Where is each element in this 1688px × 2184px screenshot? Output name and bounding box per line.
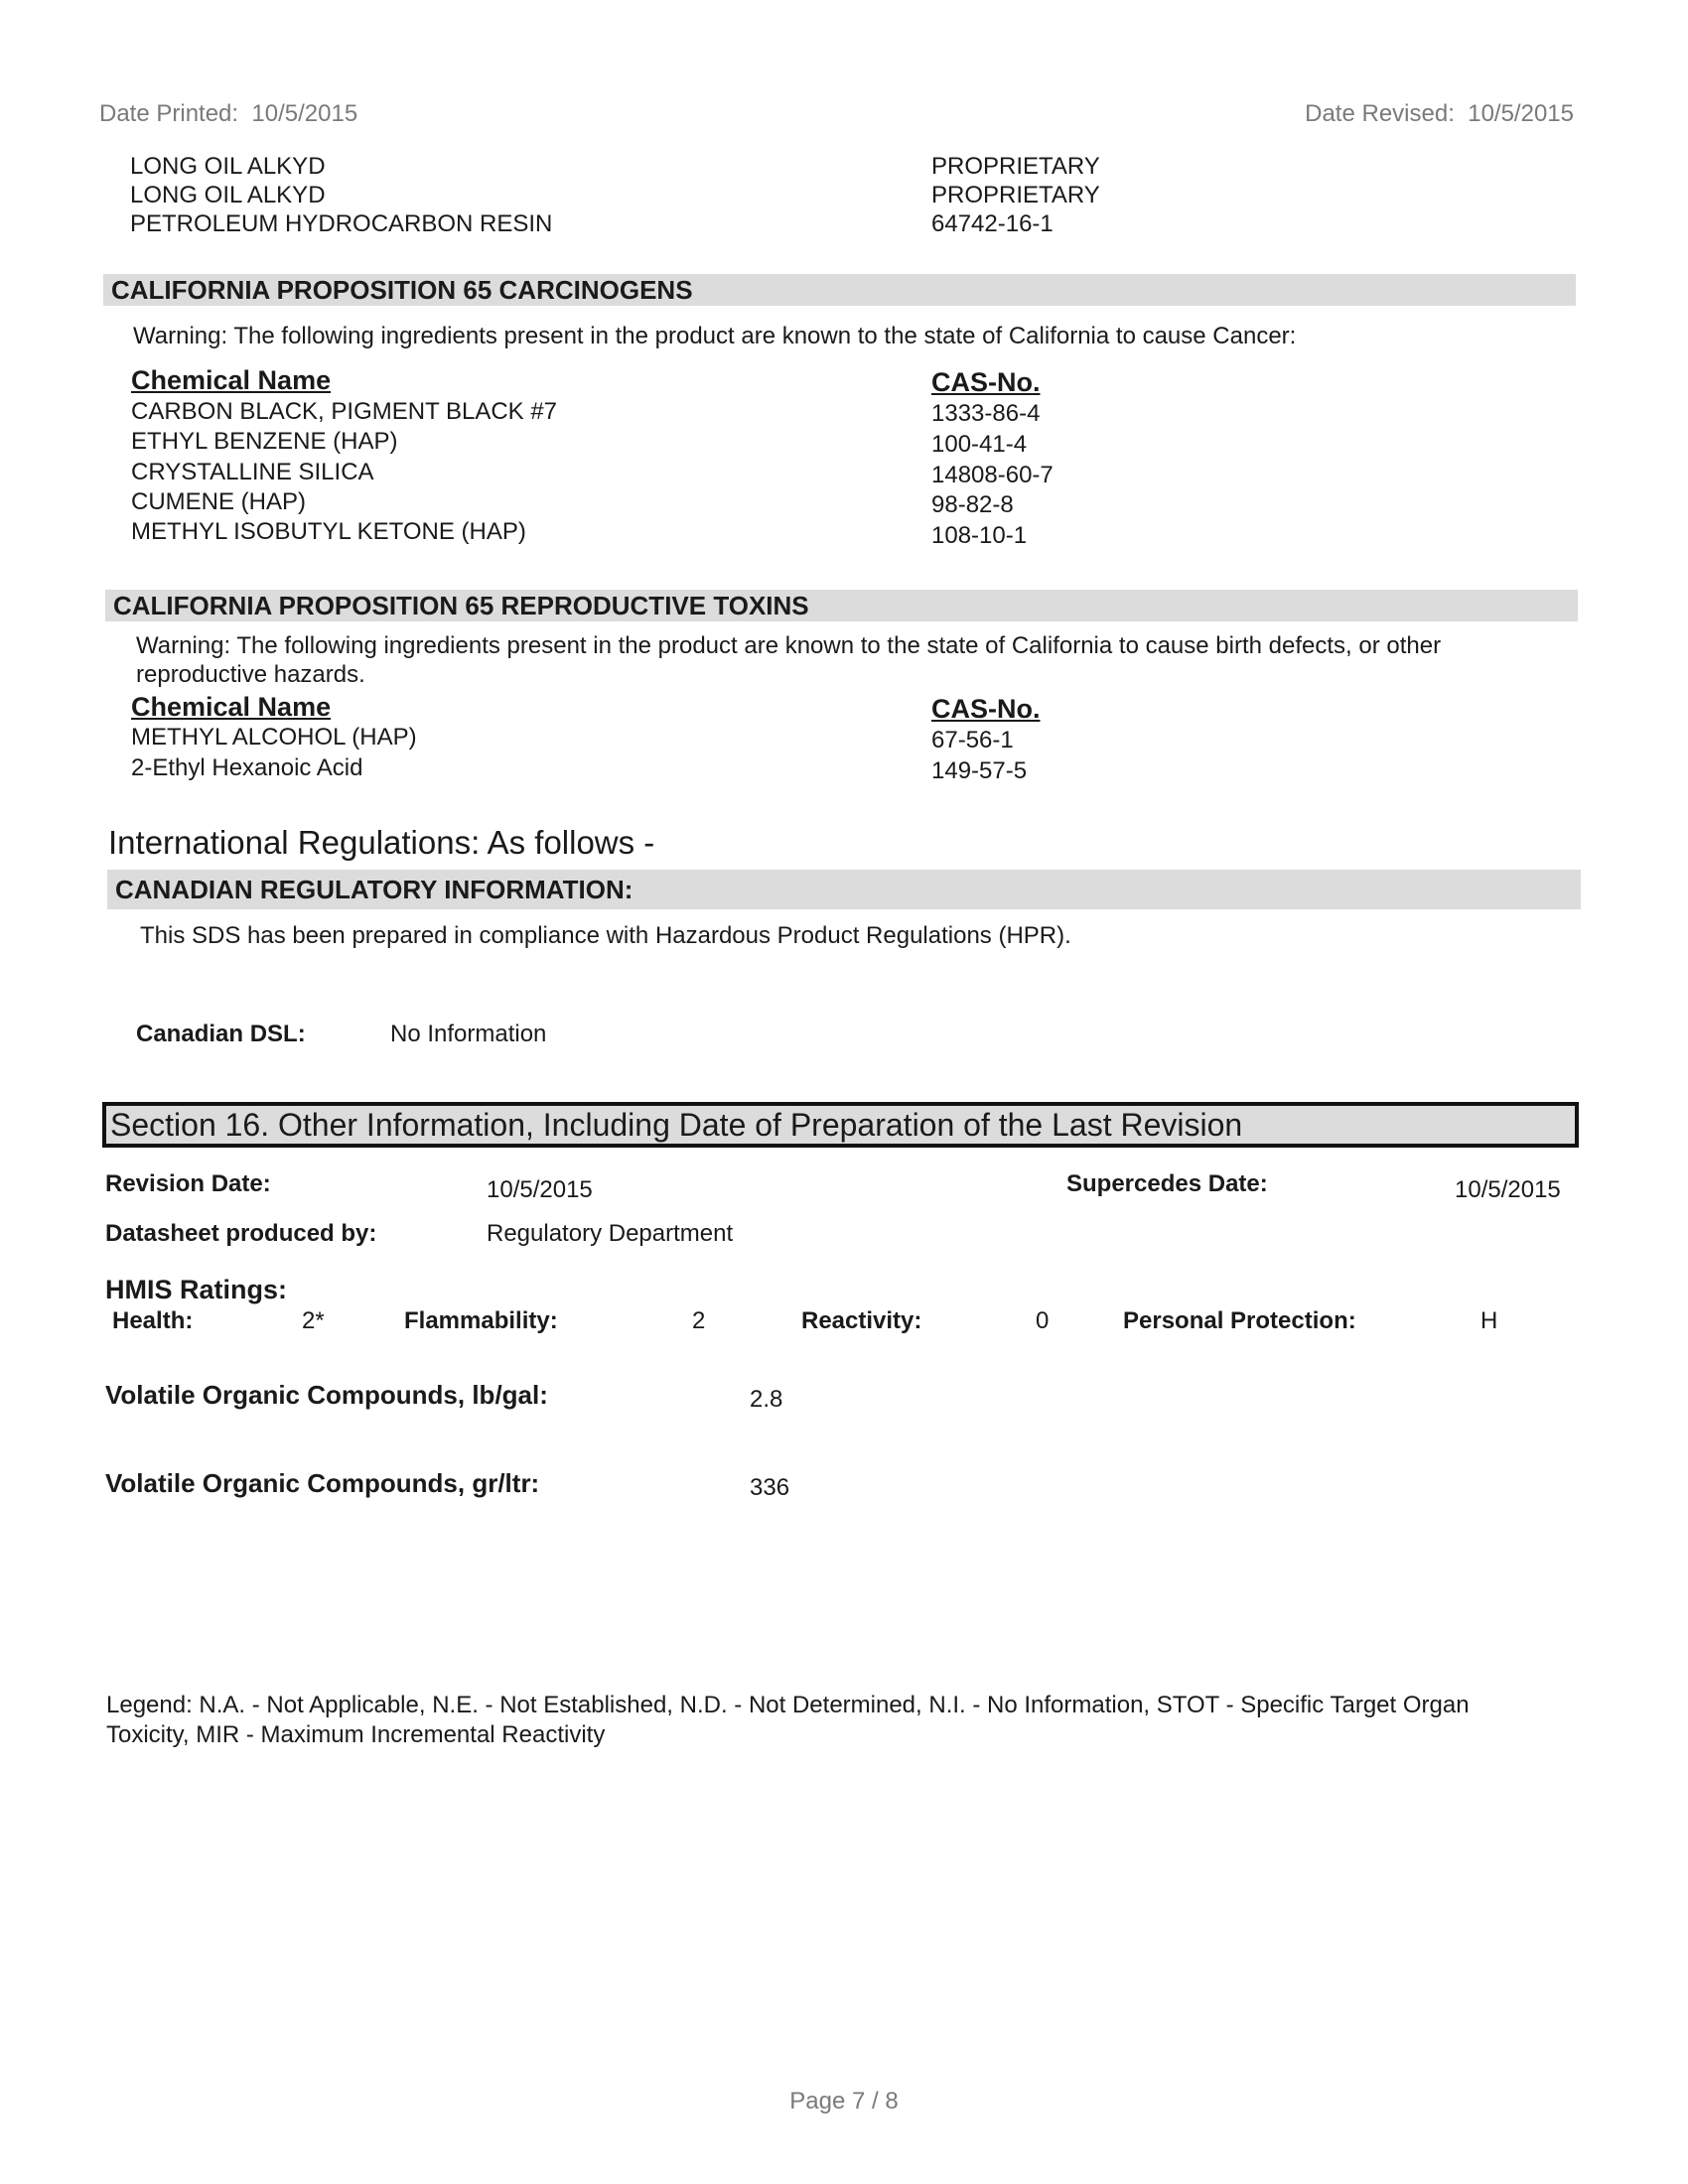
- reproductive-col-cas: CAS-No.: [931, 694, 1041, 724]
- reactivity-label: Reactivity:: [801, 1307, 922, 1334]
- table-row-name: CRYSTALLINE SILICA: [131, 459, 374, 485]
- voc-lb-value: 2.8: [750, 1386, 783, 1413]
- page-number: Page 7 / 8: [789, 2088, 899, 2115]
- personal-protection-value: H: [1480, 1307, 1498, 1334]
- legend: Legend: N.A. - Not Applicable, N.E. - Not Established, N.D. - Not Determined, N.I. - No Information, STOT - Specific Target Organ Toxicity, MIR - Maximum Incremental Reactivity: [106, 1692, 1470, 1748]
- table-row-name: 2-Ethyl Hexanoic Acid: [131, 754, 363, 781]
- personal-protection-label: Personal Protection:: [1123, 1307, 1356, 1334]
- table-row-name: CARBON BLACK, PIGMENT BLACK #7: [131, 398, 558, 425]
- flammability-value: 2: [692, 1307, 706, 1334]
- produced-by-label: Datasheet produced by:: [105, 1220, 377, 1247]
- hmis-heading: HMIS Ratings:: [105, 1275, 288, 1304]
- carcinogens-warning: Warning: The following ingredients present in the product are known to the state of California to cause Cancer:: [133, 323, 1297, 349]
- table-row-name: CUMENE (HAP): [131, 488, 307, 515]
- table-row-name: METHYL ISOBUTYL KETONE (HAP): [131, 518, 526, 545]
- list-item-name: LONG OIL ALKYD: [130, 182, 326, 208]
- table-row-name: METHYL ALCOHOL (HAP): [131, 724, 417, 751]
- date-revised-label: Date Revised:: [1305, 100, 1455, 127]
- carcinogens-col-name: Chemical Name: [131, 365, 332, 395]
- table-row-cas: 14808-60-7: [931, 462, 1054, 488]
- date-printed-value: 10/5/2015: [251, 100, 358, 127]
- table-row-cas: 98-82-8: [931, 491, 1014, 518]
- list-item-cas: PROPRIETARY: [931, 153, 1100, 180]
- health-label: Health:: [112, 1307, 194, 1334]
- health-value: 2*: [302, 1307, 325, 1334]
- revision-date-label: Revision Date:: [105, 1170, 271, 1197]
- reproductive-title: CALIFORNIA PROPOSITION 65 REPRODUCTIVE TOXINS: [105, 590, 1578, 621]
- international-heading: International Regulations: As follows -: [108, 824, 655, 861]
- produced-by-value: Regulatory Department: [487, 1220, 734, 1247]
- dsl-label: Canadian DSL:: [136, 1021, 306, 1047]
- list-item-name: PETROLEUM HYDROCARBON RESIN: [130, 210, 553, 237]
- carcinogens-title: CALIFORNIA PROPOSITION 65 CARCINOGENS: [103, 274, 1576, 306]
- dsl-value: No Information: [390, 1021, 547, 1047]
- revision-date-value: 10/5/2015: [487, 1176, 593, 1203]
- canadian-title: CANADIAN REGULATORY INFORMATION:: [107, 870, 1581, 909]
- voc-lb-label: Volatile Organic Compounds, lb/gal:: [105, 1380, 548, 1410]
- voc-gr-label: Volatile Organic Compounds, gr/ltr:: [105, 1468, 540, 1498]
- date-revised: [1305, 100, 1574, 128]
- date-printed-label: Date Printed:: [99, 100, 239, 127]
- canadian-text: This SDS has been prepared in compliance with Hazardous Product Regulations (HPR).: [140, 922, 1071, 949]
- date-printed: [99, 100, 357, 128]
- reproductive-warning: Warning: The following ingredients present in the product are known to the state of California to cause birth defects, or other reproductive hazards.: [136, 632, 1442, 688]
- table-row-cas: 67-56-1: [931, 727, 1014, 753]
- reactivity-value: 0: [1036, 1307, 1050, 1334]
- list-item-name: LONG OIL ALKYD: [130, 153, 326, 180]
- table-row-cas: 149-57-5: [931, 757, 1028, 784]
- reproductive-col-name: Chemical Name: [131, 692, 332, 722]
- section16-title: Section 16. Other Information, Including Date of Preparation of the Last Revision: [102, 1102, 1579, 1148]
- table-row-cas: 1333-86-4: [931, 400, 1041, 427]
- carcinogens-col-cas: CAS-No.: [931, 367, 1041, 397]
- supercedes-date-label: Supercedes Date:: [1066, 1170, 1268, 1197]
- voc-gr-value: 336: [750, 1474, 790, 1501]
- table-row-name: ETHYL BENZENE (HAP): [131, 428, 398, 455]
- table-row-cas: 100-41-4: [931, 431, 1028, 458]
- list-item-cas: 64742-16-1: [931, 210, 1054, 237]
- table-row-cas: 108-10-1: [931, 522, 1028, 549]
- list-item-cas: PROPRIETARY: [931, 182, 1100, 208]
- supercedes-date-value: 10/5/2015: [1455, 1176, 1561, 1203]
- date-revised-value: 10/5/2015: [1468, 100, 1574, 127]
- flammability-label: Flammability:: [404, 1307, 558, 1334]
